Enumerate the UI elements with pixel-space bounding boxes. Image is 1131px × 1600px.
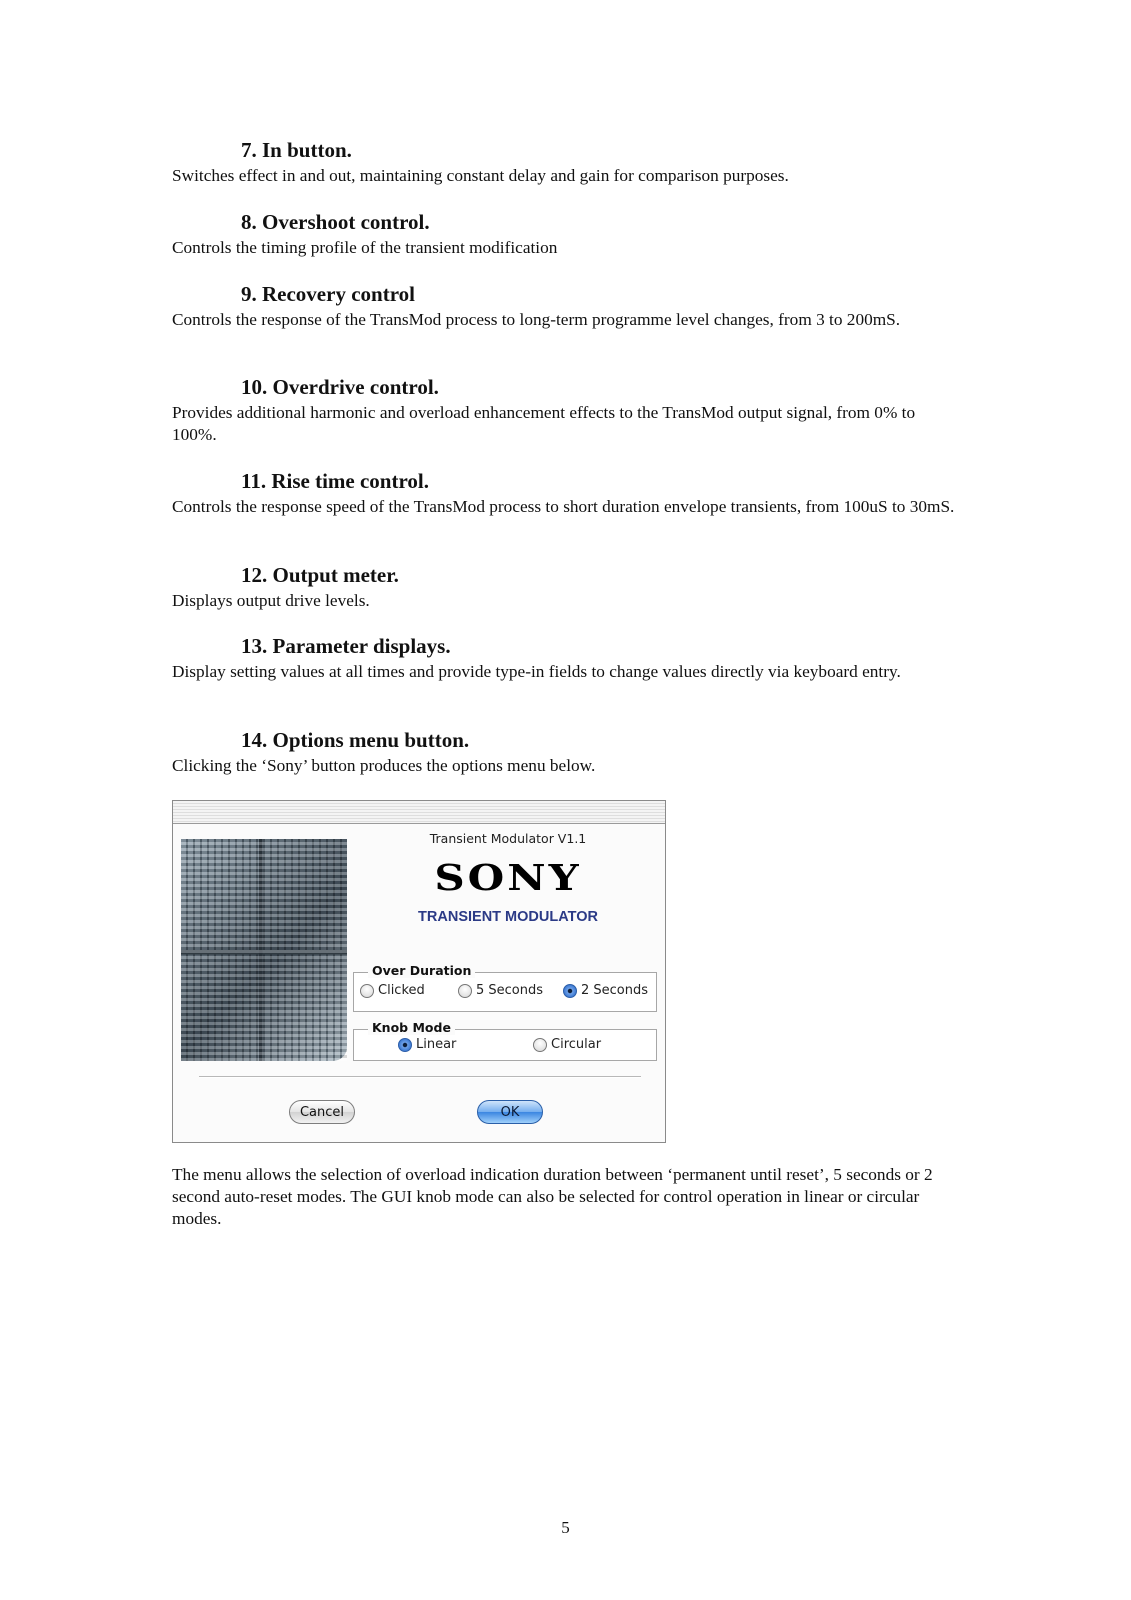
- section-output-meter: [172, 563, 962, 612]
- page-number: 5: [561, 1518, 570, 1537]
- radio-5-seconds[interactable]: [458, 983, 543, 998]
- studio-photo: [181, 839, 347, 1061]
- section-body: Controls the timing profile of the transient modification: [172, 238, 558, 257]
- section-heading: 7. In button.: [241, 138, 352, 162]
- section-overshoot-control: [172, 210, 962, 259]
- section-parameter-displays: [172, 634, 962, 683]
- section-recovery-control: [172, 282, 962, 331]
- section-rise-time-control: [172, 469, 962, 518]
- section-heading: 9. Recovery control: [241, 282, 415, 306]
- radio-label: 2 Seconds: [581, 983, 649, 998]
- divider: [199, 1076, 641, 1078]
- product-subtitle: TRANSIENT MODULATOR: [418, 909, 598, 925]
- ok-button[interactable]: OK: [477, 1100, 543, 1124]
- section-heading: 11. Rise time control.: [241, 469, 429, 493]
- closing-paragraph: The menu allows the selection of overload indication duration between ‘permanent until reset’, 5 seconds or 2 second auto-reset modes. The GUI knob mode can also be selected for control operation in linear or circular modes.: [172, 1165, 933, 1228]
- radio-button-icon: [360, 984, 374, 998]
- radio-button-icon: [458, 984, 472, 998]
- radio-label: Clicked: [378, 983, 425, 998]
- options-dialog: [172, 800, 666, 1143]
- radio-circular[interactable]: [533, 1037, 601, 1052]
- section-heading: 10. Overdrive control.: [241, 375, 439, 399]
- section-body: Switches effect in and out, maintaining constant delay and gain for comparison purposes.: [172, 166, 789, 185]
- section-body: Displays output drive levels.: [172, 591, 370, 610]
- section-heading: 13. Parameter displays.: [241, 634, 451, 658]
- section-heading: 12. Output meter.: [241, 563, 399, 587]
- radio-label: Linear: [416, 1037, 457, 1052]
- section-options-menu-button: [172, 728, 962, 777]
- radio-clicked[interactable]: [360, 983, 425, 998]
- radio-selected-icon: [563, 984, 577, 998]
- cancel-button[interactable]: Cancel: [289, 1100, 355, 1124]
- section-body: Display setting values at all times and provide type-in fields to change values directly via keyboard entry.: [172, 662, 901, 681]
- section-body: Controls the response speed of the TransMod process to short duration envelope transients, from 100uS to 30mS.: [172, 497, 955, 516]
- app-title: Transient Modulator V1.1: [429, 831, 587, 846]
- radio-linear[interactable]: [398, 1037, 456, 1052]
- section-body: Provides additional harmonic and overload enhancement effects to the TransMod output signal, from 0% to 100%.: [172, 403, 916, 444]
- knob-mode-legend: Knob Mode: [368, 1020, 455, 1035]
- closing-paragraph-block: [172, 1164, 962, 1230]
- radio-label: 5 Seconds: [476, 983, 544, 998]
- section-in-button: [172, 138, 962, 187]
- sony-logo: SONY: [434, 856, 582, 899]
- section-heading: 8. Overshoot control.: [241, 210, 430, 234]
- section-overdrive-control: [172, 375, 962, 446]
- section-heading: 14. Options menu button.: [241, 728, 470, 752]
- section-body: Clicking the ‘Sony’ button produces the options menu below.: [172, 756, 596, 775]
- radio-label: Circular: [551, 1037, 602, 1052]
- knob-mode-group: [353, 1020, 657, 1061]
- radio-selected-icon: [398, 1038, 412, 1052]
- dialog-titlebar[interactable]: [173, 801, 665, 824]
- radio-button-icon: [533, 1038, 547, 1052]
- radio-2-seconds[interactable]: [563, 983, 648, 998]
- section-body: Controls the response of the TransMod process to long-term programme level changes, from 3 to 200mS.: [172, 310, 901, 329]
- over-duration-legend: Over Duration: [368, 963, 475, 978]
- over-duration-group: [353, 963, 657, 1012]
